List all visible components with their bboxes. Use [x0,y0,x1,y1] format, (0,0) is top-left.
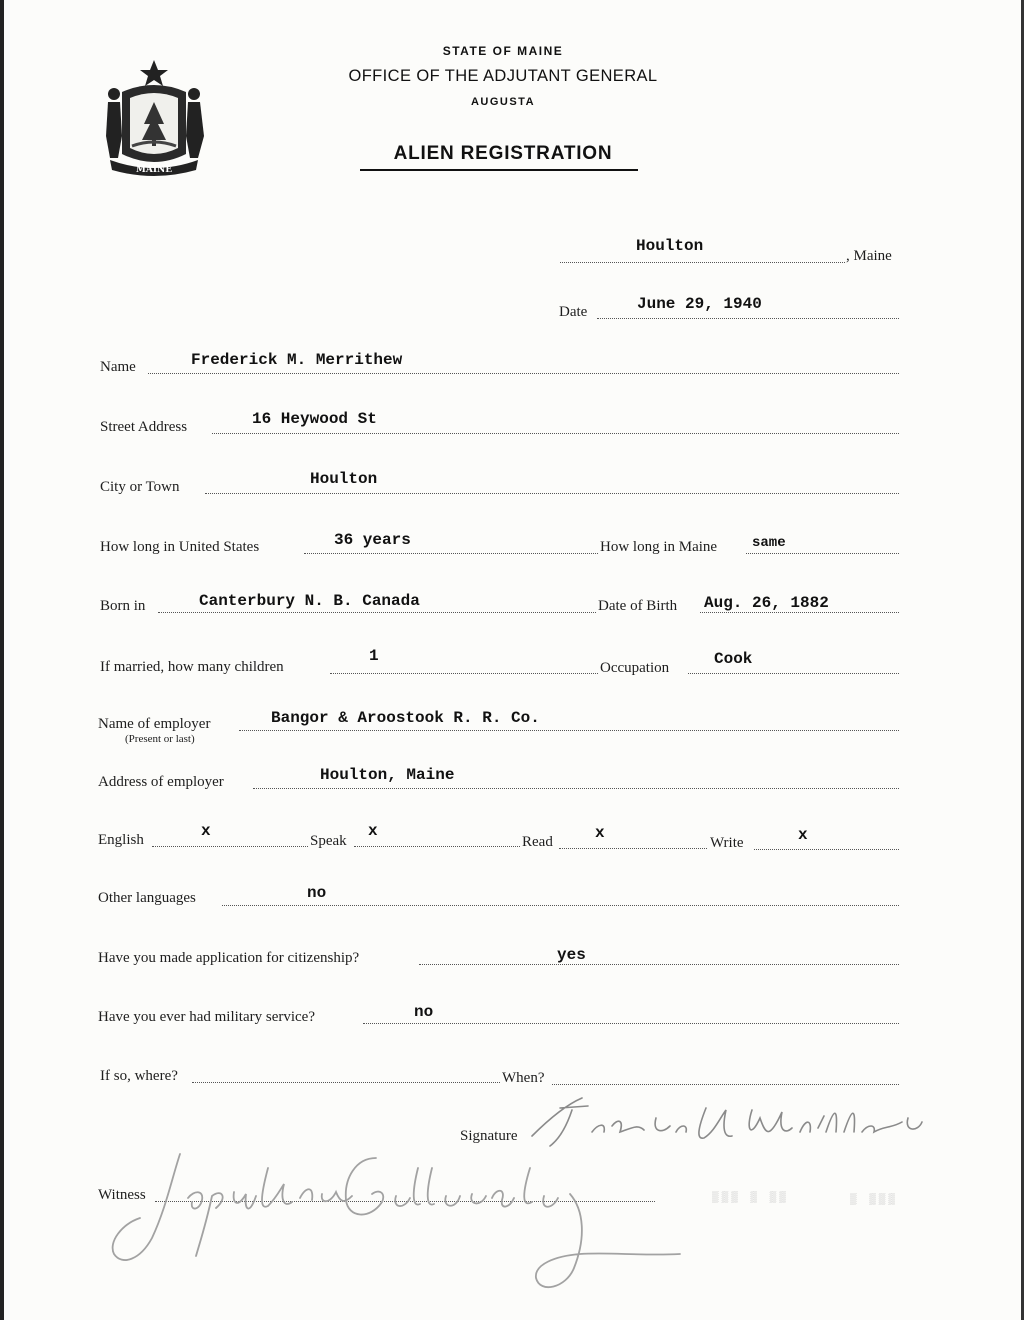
occupation-label: Occupation [600,660,670,676]
how-long-maine-value: same [752,535,786,551]
employer-line [239,730,899,731]
scan-edge-left [0,0,4,1320]
when-line [552,1084,899,1085]
date-of-birth-line [700,612,899,613]
born-in-line [158,612,596,613]
signature-label: Signature [460,1128,518,1144]
speak-label: Speak [310,833,347,849]
location-town-value: Houlton [636,237,704,255]
read-line [559,848,707,849]
header-office: OFFICE OF THE ADJUTANT GENERAL [348,67,658,85]
date-label: Date [559,304,588,320]
speak-line [354,846,520,847]
bleed-through-mark: ▒ ▒▒▒ [850,1194,899,1206]
children-label: If married, how many children [100,659,284,675]
location-state-label: , Maine [846,248,892,264]
english-label: English [98,832,144,848]
employer-value: Bangor & Aroostook R. R. Co. [271,709,540,727]
how-long-maine-label: How long in Maine [600,539,718,555]
date-of-birth-label: Date of Birth [598,598,678,614]
if-where-line [192,1082,500,1083]
occupation-line [688,673,899,674]
employer-sublabel: (Present or last) [125,733,195,745]
born-in-label: Born in [100,598,146,614]
other-languages-value: no [307,884,327,902]
how-long-maine-line [746,553,899,554]
street-value: 16 Heywood St [252,410,377,428]
name-line [148,373,899,374]
city-line [205,493,899,494]
write-line [754,849,899,850]
other-languages-label: Other languages [98,890,196,906]
title-underline [360,169,638,171]
children-line [330,673,598,674]
date-line [597,318,899,319]
born-in-value: Canterbury N. B. Canada [199,592,420,610]
header-city: AUGUSTA [470,96,536,108]
military-label: Have you ever had military service? [98,1009,315,1025]
read-value: x [595,824,605,842]
location-line [560,262,845,263]
citizenship-line [419,964,899,965]
military-value: no [414,1003,434,1021]
when-label: When? [502,1070,545,1086]
name-label: Name [100,359,136,375]
city-value: Houlton [310,470,378,488]
employer-address-line [253,788,899,789]
svg-text:MAINE: MAINE [135,165,173,175]
date-of-birth-value: Aug. 26, 1882 [704,594,829,612]
english-line [152,846,308,847]
city-label: City or Town [100,479,180,495]
witness-label: Witness [98,1187,146,1203]
date-value: June 29, 1940 [637,295,762,313]
employer-address-label: Address of employer [98,774,224,790]
other-languages-line [222,905,899,906]
if-where-label: If so, where? [100,1068,178,1084]
write-value: x [798,826,808,844]
how-long-us-label: How long in United States [100,539,260,555]
form-title: ALIEN REGISTRATION [393,143,613,164]
street-line [212,433,899,434]
citizenship-label: Have you made application for citizenship? [98,950,360,966]
how-long-us-value: 36 years [334,531,411,549]
citizenship-value: yes [557,946,586,964]
employer-address-value: Houlton, Maine [320,766,455,784]
occupation-value: Cook [714,650,753,668]
witness-signature [100,1138,740,1308]
name-value: Frederick M. Merrithew [191,351,403,369]
speak-value: x [368,822,378,840]
write-label: Write [710,835,744,851]
children-value: 1 [369,647,379,665]
read-label: Read [522,834,553,850]
military-line [363,1023,899,1024]
street-label: Street Address [100,419,188,435]
header-state: STATE OF MAINE [442,44,564,58]
how-long-us-line [304,553,598,554]
english-value: x [201,822,211,840]
employer-label: Name of employer [98,716,211,732]
bleed-through-mark: ▒▒▒ ▒ ▒▒ [712,1192,789,1204]
